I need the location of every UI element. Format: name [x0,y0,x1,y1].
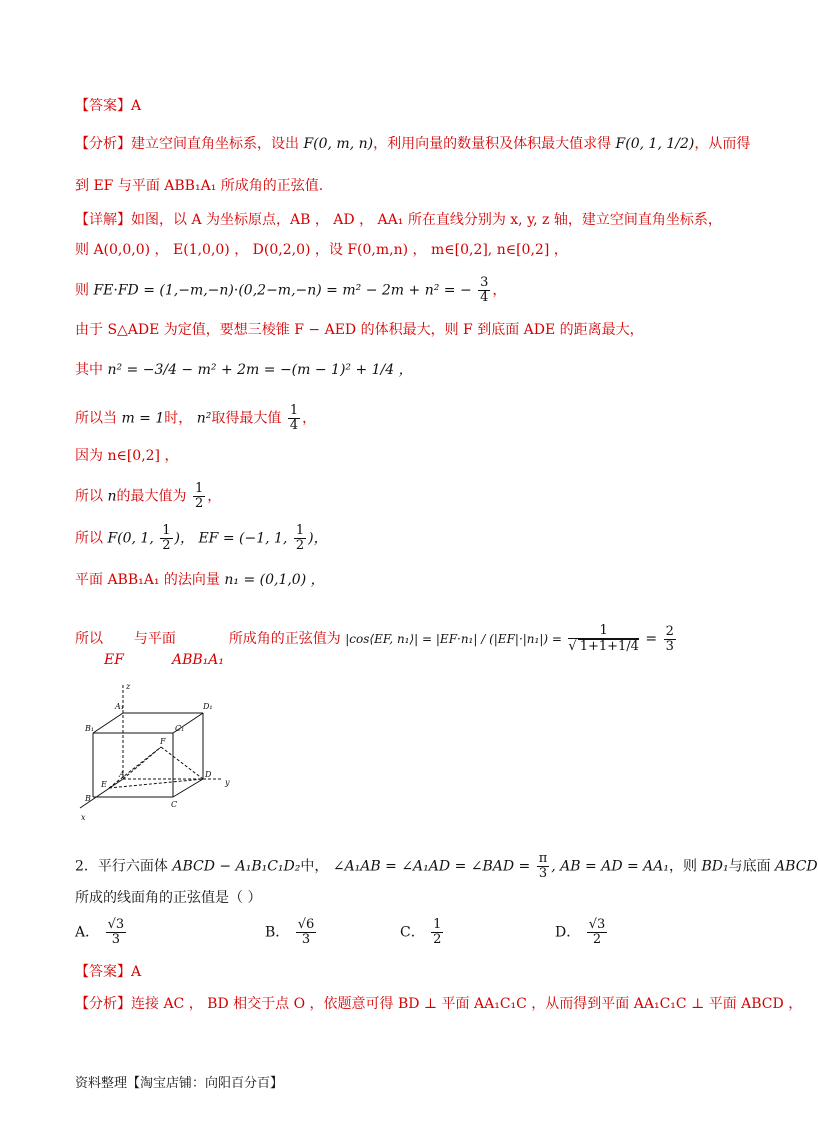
analysis-text: 连接 AC ， BD 相交于点 O ，依题意可得 BD ⊥ 平面 AA₁C₁C ，从而得到平面 AA₁C₁C ⊥ 平面 ABCD ， [131,996,803,1012]
option-letter: C． [400,924,425,941]
question-text: 中， [300,858,329,875]
math-solid: ABCD − A₁B₁C₁D₂ [172,858,301,875]
frac-den: 3 [301,932,311,947]
math-F: F(0, 1, [107,530,154,547]
math-segment: BD₁ [701,858,729,875]
math-n2: n² [196,410,212,427]
frac-den: 4 [480,290,489,305]
analysis-text: ，从而得 [694,136,751,152]
fraction [664,625,676,654]
frac-den: 2 [433,932,442,947]
fig-label-B: B [85,794,91,803]
frac-num: π [538,851,548,866]
answer-value: A [131,964,142,980]
detail-line-5 [75,360,413,380]
math-n: n [107,488,117,505]
cuboid-figure [75,675,240,825]
analysis-line-2: 到 EF 与平面 ABB₁A₁ 所成角的正弦值. [75,178,324,194]
fraction [294,524,306,553]
answer-label: 【答案】 [75,964,131,980]
answer-line-1 [75,96,141,116]
fig-label-x: x [81,813,86,822]
detail-text: 所以 [75,530,103,547]
fraction [537,852,550,881]
detail-text: 所以 [75,631,103,647]
detail-text: 时， [164,410,193,427]
question-number: 2． [75,858,98,875]
math-edge-cond: , AB = AD = AA₁ [551,858,670,875]
detail-text: ， [302,410,317,427]
math-F-general: F(0, m, n) [303,136,374,152]
frac-num: 1 [289,403,299,418]
frac-num: 3 [480,275,489,290]
fig-label-B1: B₁ [85,724,95,733]
detail-text: 其中 [75,362,103,378]
frac-den: √ 1+1+1/4 [568,639,639,654]
detail-line-4: 由于 S△ADE 为定值，要想三棱锥 F − AED 的体积最大，则 F 到底面 ADE 的距离最大， [75,322,644,338]
fig-label-A: A [119,770,125,779]
option-b[interactable] [265,918,318,947]
math-dot-product: FE·FD = (1,−m,−n)·(0,2−m,−n) = m² − 2m + n² = − [93,282,472,299]
answer-line-2 [75,962,141,982]
analysis-label: 【分析】 [75,996,131,1012]
detail-text: 如图，以 A 为坐标原点，AB ， AD ， AA₁ 所在直线分别为 x, y, z 轴，建立空间直角坐标系， [131,212,722,228]
frac-num: 1 [162,523,171,538]
sqrt-body: 1+1+1/4 [579,639,639,654]
fig-label-C: C [171,800,178,809]
fraction [288,404,300,433]
detail-text: 的最大值为 [116,488,187,505]
frac-den: 4 [289,418,299,433]
frac-num: 1 [295,523,305,538]
math-EF: )， EF = (−1, 1, [174,530,288,547]
frac-num: 1 [568,624,639,639]
equals: = [645,631,658,647]
option-a[interactable] [75,918,128,947]
analysis-line-3 [75,994,802,1014]
detail-line-1 [75,210,722,230]
frac-num: 2 [665,623,674,639]
option-c[interactable] [400,918,445,947]
fig-label-E: E [101,780,107,789]
fig-label-C1: C₁ [175,724,185,733]
fraction [478,276,490,305]
frac-den: 3 [665,638,674,654]
analysis-text: 建立空间直角坐标系，设出 [131,136,299,152]
frac-num: 1 [194,481,204,496]
detail-line-3 [75,276,506,305]
label-plane: ABB₁A₁ [172,652,225,668]
frac-den: 2 [592,932,602,947]
option-d[interactable] [555,918,609,947]
detail-text: 所以当 [75,410,117,427]
frac-den: 2 [295,538,305,553]
detail-text: 所以 [75,488,103,505]
analysis-label: 【分析】 [75,136,131,152]
fraction [106,918,127,947]
answer-value: A [131,98,142,114]
detail-line-2: 则 A(0,0,0) ， E(1,0,0) ， D(0,2,0) ，设 F(0,m,n) ， m∈[0,2], n∈[0,2] ， [75,242,568,258]
detail-text: 取得最大值 [211,410,282,427]
frac-den: 3 [111,932,120,947]
frac-num: √6 [297,917,315,932]
detail-text: 则 [75,282,89,299]
option-letter: A． [75,924,100,941]
detail-text: ， [207,488,222,505]
fraction [296,918,317,947]
detail-text: ， [492,282,507,299]
detail-text: 所成角的正弦值为 [228,631,341,647]
answer-label: 【答案】 [75,98,131,114]
option-letter: B． [265,924,290,941]
question-2-line-1 [75,852,818,881]
detail-line-10 [75,570,325,590]
question-2-line-2: 所成的线面角的正弦值是（ ） [75,890,262,906]
fraction [568,624,639,654]
frac-num: 1 [433,917,442,932]
page-footer: 资料整理【淘宝店铺：向阳百分百】 [75,1076,284,1091]
detail-text: 平面 ABB₁A₁ 的法向量 [75,572,220,588]
math-angle-cond: ∠A₁AB = ∠A₁AD = ∠BAD = [332,858,531,875]
math-F-found: F(0, 1, 1/2) [615,136,695,152]
fig-label-A1: A₁ [115,702,124,711]
detail-line-7: 因为 n∈[0,2] ， [75,448,179,464]
detail-label: 【详解】 [75,212,131,228]
math-m: m = 1 [121,410,165,427]
question-text: ，则 [669,858,698,875]
question-text: 平行六面体 [97,858,168,875]
fig-label-z: z [126,682,131,691]
fig-label-D1: D₁ [203,702,213,711]
math-n-squared: n² = −3/4 − m² + 2m = −(m − 1)² + 1/4 ， [107,362,413,378]
fig-label-F: F [160,737,166,746]
frac-den: 2 [162,538,171,553]
detail-text: 与平面 [133,631,176,647]
detail-line-6 [75,404,316,433]
fraction [193,482,205,511]
frac-den: 3 [538,866,548,881]
frac-num: √3 [107,917,125,932]
frac-num: √3 [588,917,606,932]
math-normal-vector: n₁ = (0,1,0) ， [224,572,325,588]
detail-line-8 [75,482,221,511]
frac-den: 2 [194,496,204,511]
analysis-text: ，利用向量的数量积及体积最大值求得 [373,136,612,152]
fraction [431,918,443,947]
fig-label-y: y [225,778,230,787]
detail-line-11 [75,624,678,654]
fig-label-D: D [205,770,212,779]
fraction [587,918,608,947]
analysis-line-1 [75,134,750,154]
fraction [160,524,172,553]
math-cos: |cos⟨EF, n₁⟩| = |EF·n₁| / (|EF|·|n₁|) = [345,632,562,646]
question-text: 与底面 [728,858,771,875]
label-EF: EF [104,652,124,668]
detail-line-9 [75,524,328,553]
math-end: )， [308,530,328,547]
math-base: ABCD [775,858,818,875]
option-letter: D． [555,924,581,941]
